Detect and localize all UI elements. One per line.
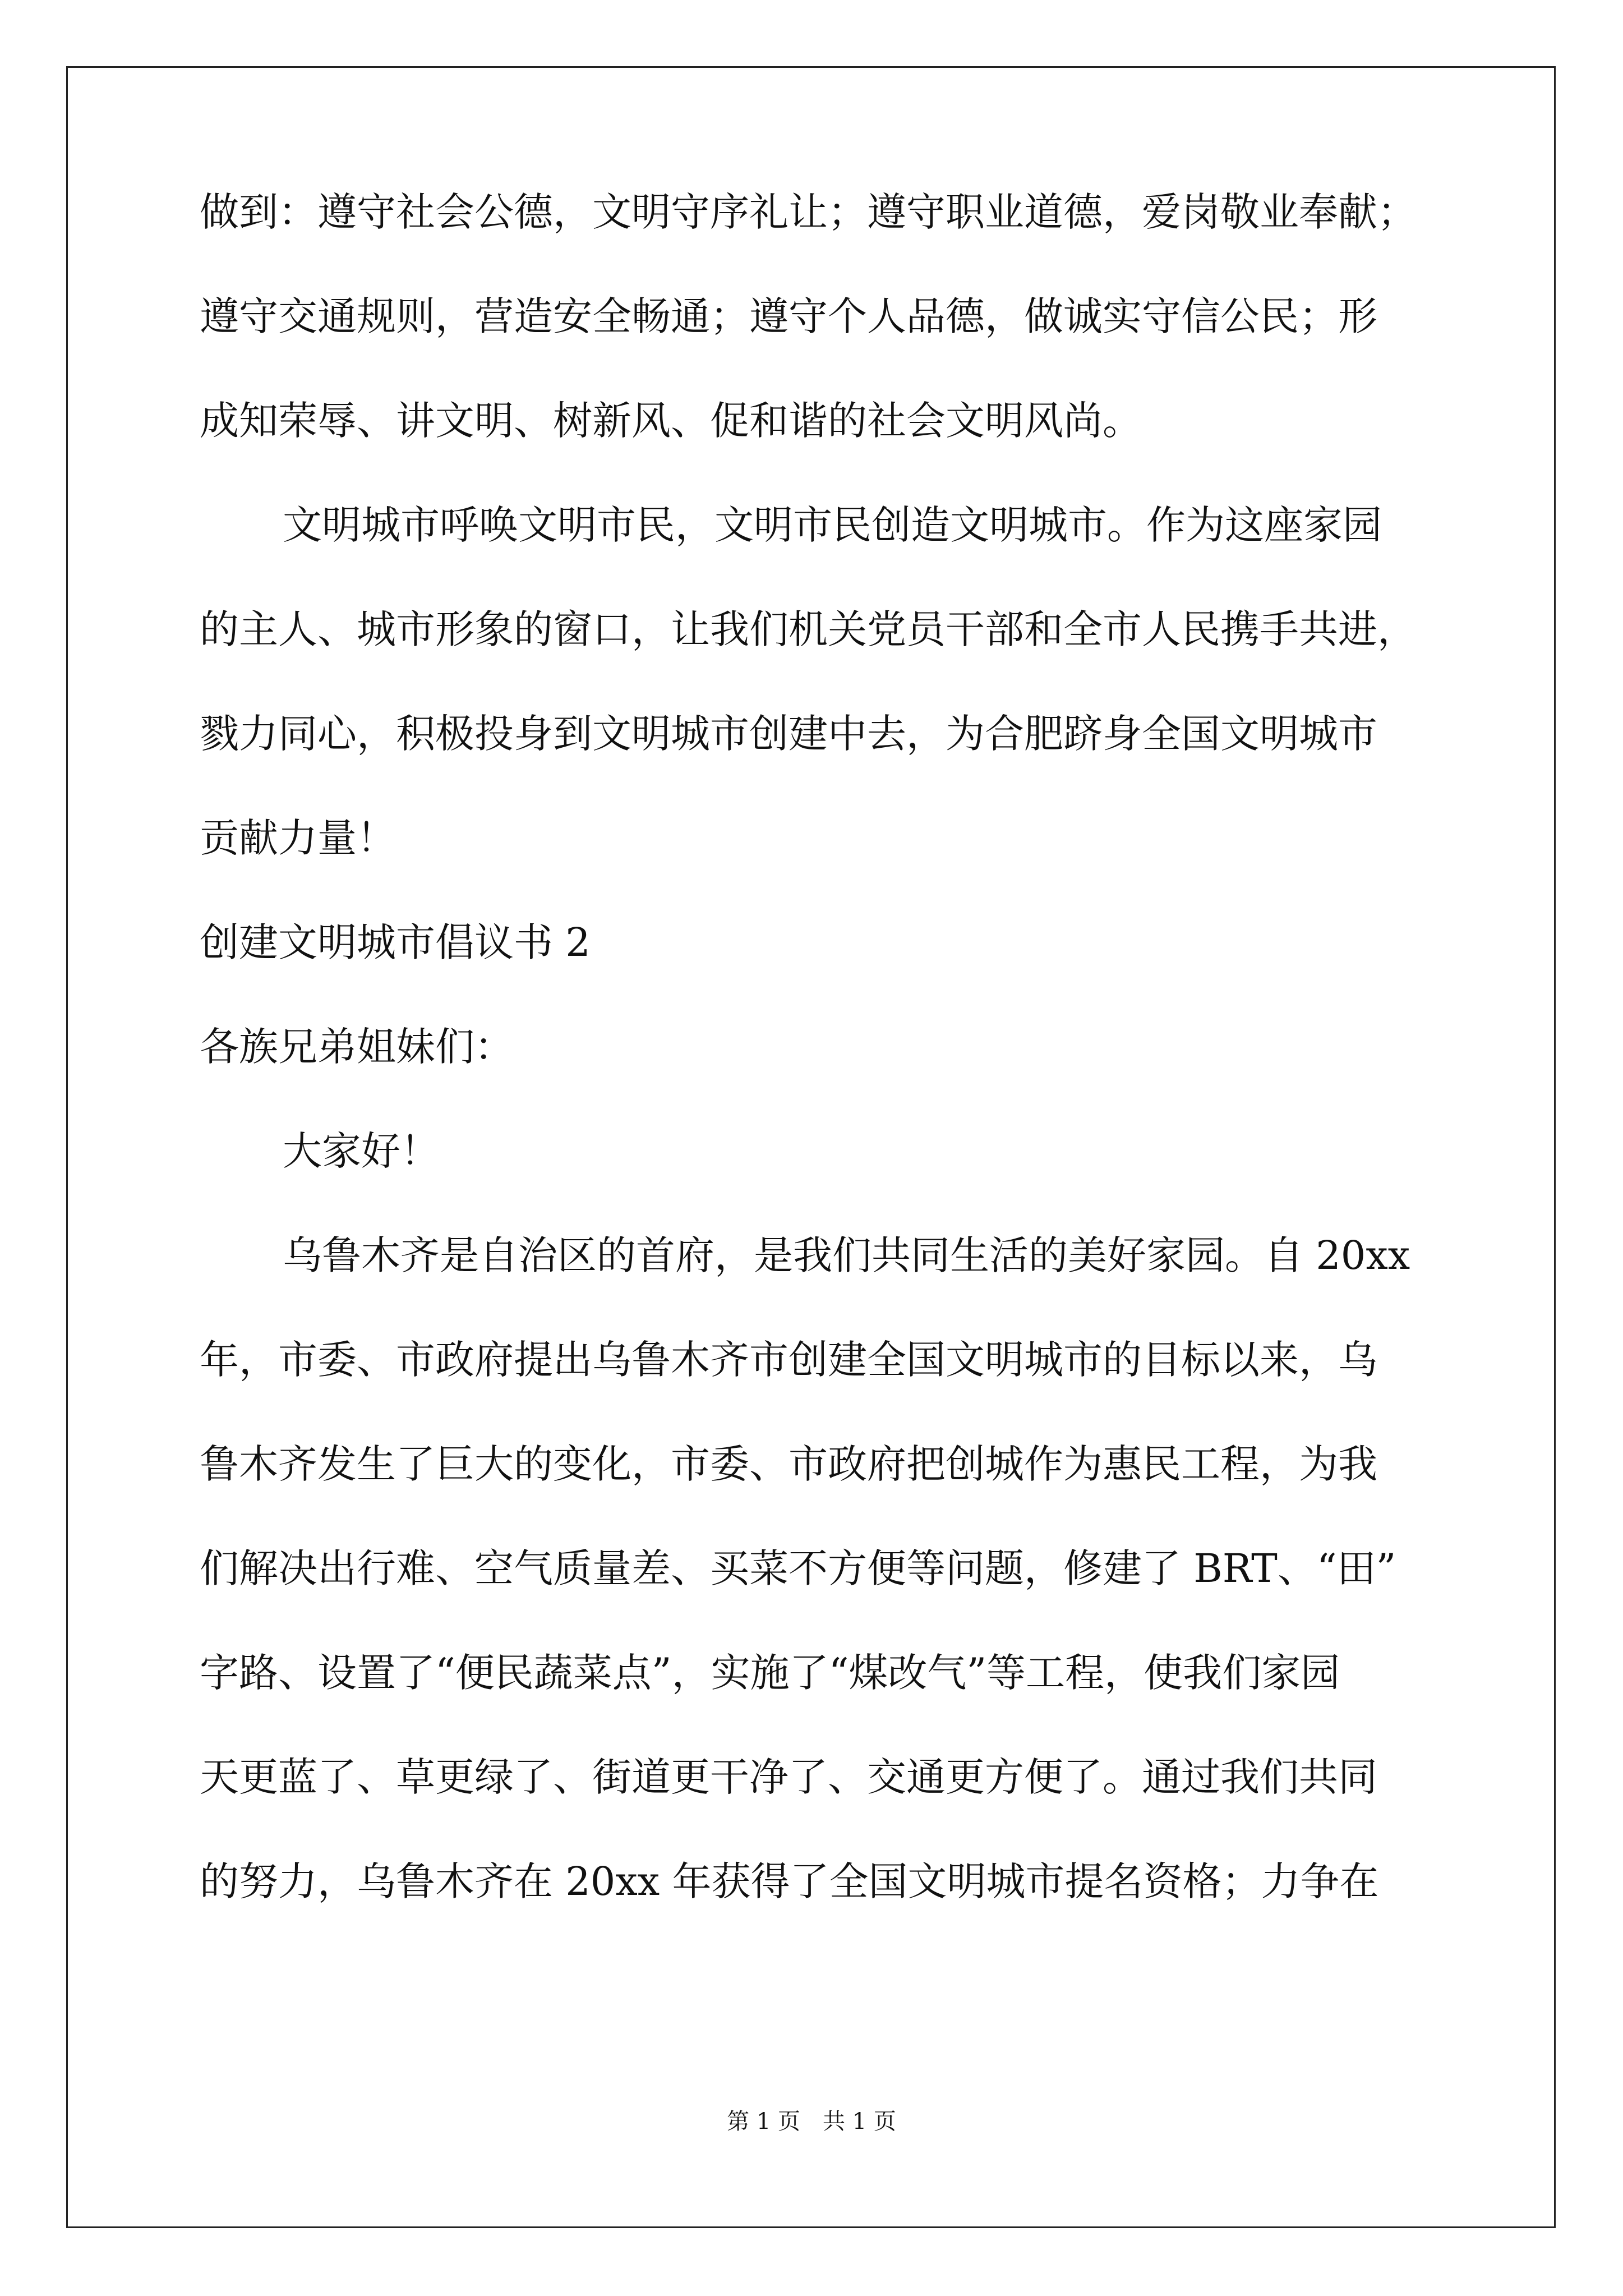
paragraph-3-line-7: 的努力，乌鲁木齐在 20xx 年获得了全国文明城市提名资格；力争在: [200, 1858, 1379, 1904]
paragraph-3-line-5: 字路、设置了“便民蔬菜点”，实施了“煤改气”等工程，使我们家园: [200, 1650, 1340, 1696]
paragraph-1-line-3: 成知荣辱、讲文明、树新风、促和谐的社会文明风尚。: [200, 398, 1142, 444]
paragraph-2-line-3: 戮力同心，积极投身到文明城市创建中去，为合肥跻身全国文明城市: [200, 711, 1377, 757]
salutation: 各族兄弟姐妹们：: [200, 1024, 514, 1070]
paragraph-3-line-2: 年，市委、市政府提出乌鲁木齐市创建全国文明城市的目标以来，乌: [200, 1337, 1377, 1383]
paragraph-2-line-1: 文明城市呼唤文明市民，文明市民创造文明城市。作为这座家园: [283, 502, 1382, 548]
paragraph-3-line-3: 鲁木齐发生了巨大的变化，市委、市政府把创城作为惠民工程，为我: [200, 1441, 1377, 1487]
greeting: 大家好！: [283, 1128, 440, 1174]
paragraph-2-line-2: 的主人、城市形象的窗口，让我们机关党员干部和全市人民携手共进，: [200, 606, 1417, 652]
paragraph-3-line-1: 乌鲁木齐是自治区的首府，是我们共同生活的美好家园。自 20xx: [283, 1232, 1410, 1278]
paragraph-1-line-2: 遵守交通规则，营造安全畅通；遵守个人品德，做诚实守信公民；形: [200, 293, 1377, 339]
paragraph-2-line-4: 贡献力量！: [200, 815, 396, 861]
paragraph-1-line-1: 做到：遵守社会公德，文明守序礼让；遵守职业道德，爱岗敬业奉献；: [200, 189, 1417, 235]
paragraph-3-line-6: 天更蓝了、草更绿了、街道更干净了、交通更方便了。通过我们共同: [200, 1754, 1377, 1800]
paragraph-3-line-4: 们解决出行难、空气质量差、买菜不方便等问题，修建了 BRT、“田”: [200, 1545, 1396, 1591]
page-footer: 第 1 页 共 1 页: [727, 2109, 896, 2134]
section-title: 创建文明城市倡议书 2: [200, 919, 591, 965]
